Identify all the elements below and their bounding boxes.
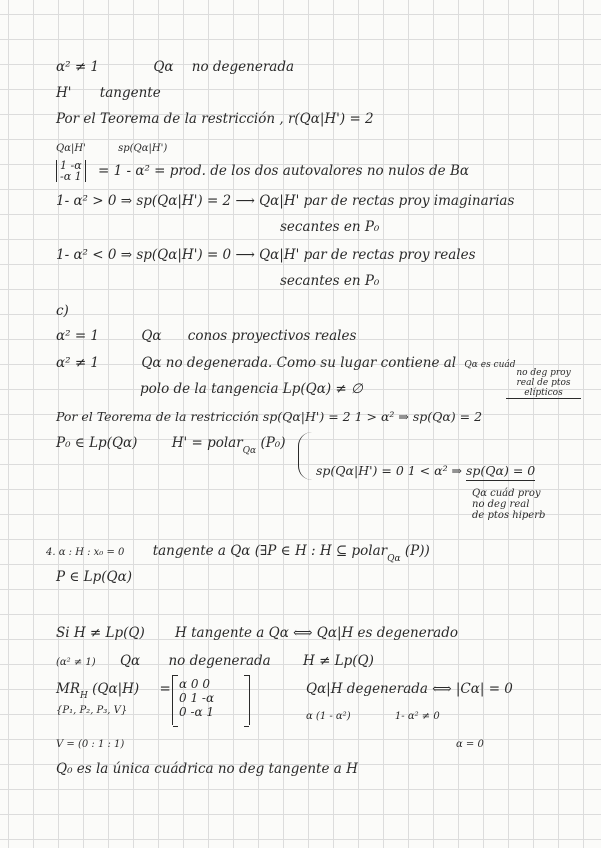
line-1: α² ≠ 1 Qα no degenerada bbox=[56, 59, 295, 75]
line-16: sp(Qα|H') = 0 1 < α² ⇒ sp(Qα) = 0 bbox=[316, 462, 591, 481]
note-hiperb: Qα cuád proy no deg real de ptos hiperb bbox=[472, 488, 546, 521]
brace bbox=[298, 432, 313, 480]
line-25: Q₀ es la única cuádrica no deg tangente a H bbox=[56, 761, 358, 777]
line-9: secantes en P₀ bbox=[280, 273, 380, 289]
line-23-right: α (1 - α²) 1- α² ≠ 0 bbox=[306, 711, 440, 722]
line-3: Por el Teorema de la restricción , r(Qα|H') = 2 bbox=[56, 111, 374, 127]
line-10: c) bbox=[56, 303, 69, 319]
line-11: α² = 1 Qα conos proyectivos reales bbox=[56, 328, 357, 344]
line-20: Si H ≠ Lp(Q) H tangente a Qα ⟺ Qα|H es degenerado bbox=[56, 625, 458, 641]
line-14: Por el Teorema de la restricción sp(Qα|H') = 2 1 > α² ⇒ sp(Qα) = 2 bbox=[56, 409, 483, 424]
line-5: = 1 - α² = prod. de los dos autovalores no nulos de Bα bbox=[98, 163, 469, 179]
line-22: MRH (Qα|H) = bbox=[56, 681, 171, 701]
line-21: (α² ≠ 1) Qα no degenerada H ≠ Lp(Q) bbox=[56, 653, 374, 669]
line-8: 1- α² < 0 ⇒ sp(Qα|H') = 0 ⟶ Qα|H' par de rectas proy reales bbox=[56, 247, 476, 263]
line-13: polo de la tangencia Lp(Qα) ≠ ∅ bbox=[140, 381, 363, 397]
note-cuadrica: no deg proy real de ptos elípticos bbox=[506, 368, 581, 399]
line-4: Qα|H' sp(Qα|H') bbox=[56, 143, 168, 154]
line-15: P₀ ∈ Lp(Qα) H' = polarQα (P₀) bbox=[56, 435, 286, 456]
line-12: α² ≠ 1 Qα no degenerada. Como su lugar contiene al Qα es cuád bbox=[56, 355, 516, 371]
matrix: α 0 0 0 1 -α 0 -α 1 bbox=[172, 675, 250, 725]
line-19: P ∈ Lp(Qα) bbox=[56, 569, 132, 585]
line-24: V = (0 : 1 : 1) bbox=[56, 739, 125, 750]
line-2: H' tangente bbox=[56, 85, 161, 101]
line-18: 4. α : H : x₀ = 0 tangente a Qα (∃P ∈ H : H ⊆ polarQα (P)) bbox=[46, 543, 430, 564]
line-6: 1- α² > 0 ⇒ sp(Qα|H') = 2 ⟶ Qα|H' par de rectas proy imaginarias bbox=[56, 193, 515, 209]
line-24-right: α = 0 bbox=[456, 739, 484, 750]
line-23: {P₁, P₂, P₃, V} bbox=[56, 705, 128, 716]
determinant: 1 -α -α 1 bbox=[56, 160, 86, 182]
line-7: secantes en P₀ bbox=[280, 219, 380, 235]
line-22-right: Qα|H degenerada ⟺ |Cα| = 0 bbox=[306, 681, 513, 697]
